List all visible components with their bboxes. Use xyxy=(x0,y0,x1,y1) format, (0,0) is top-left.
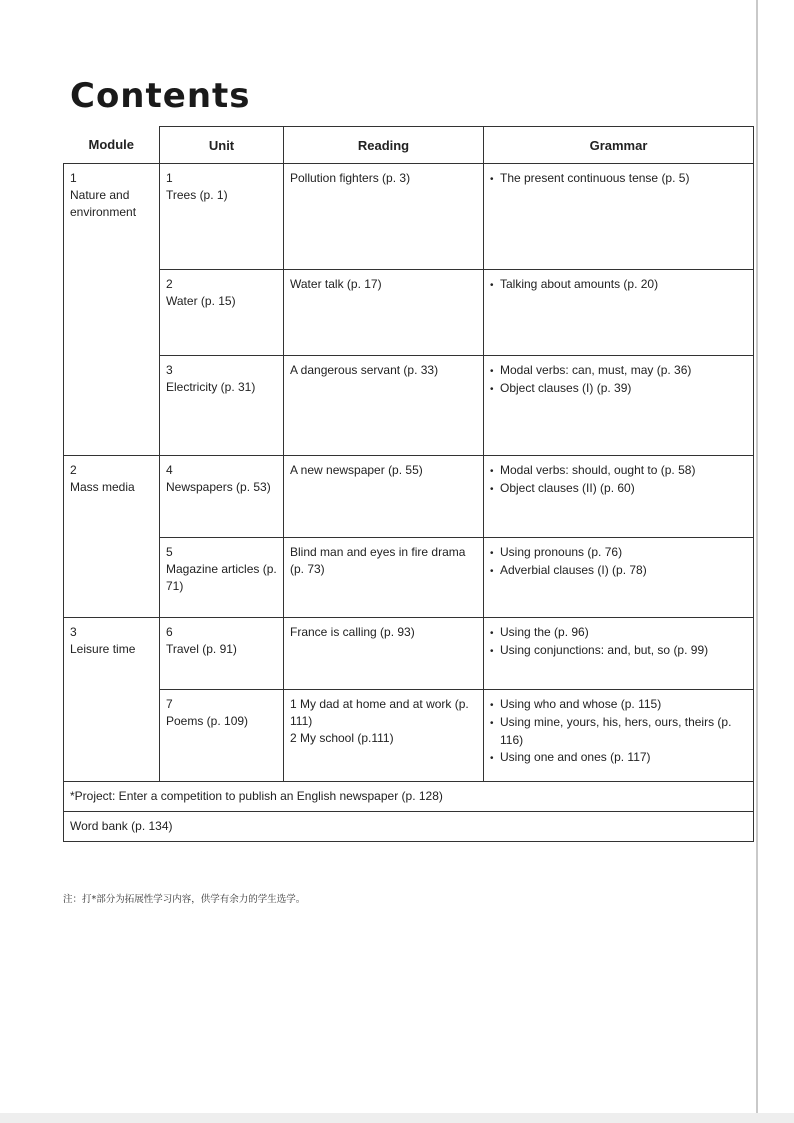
word-bank-row xyxy=(64,812,754,842)
unit-number: 4 xyxy=(166,463,173,477)
grammar-item: • Using one and ones (p. 117) xyxy=(490,749,747,767)
unit-number: 6 xyxy=(166,625,173,639)
contents-table xyxy=(63,126,754,842)
project-row xyxy=(64,782,754,812)
table-row xyxy=(64,618,754,690)
grammar-item: • The present continuous tense (p. 5) xyxy=(490,170,747,188)
header-unit: Unit xyxy=(160,127,284,164)
table-row xyxy=(64,538,754,618)
reading-cell: Water talk (p. 17) xyxy=(284,270,484,356)
unit-cell xyxy=(160,690,284,782)
unit-number: 7 xyxy=(166,697,173,711)
grammar-item: • Object clauses (II) (p. 60) xyxy=(490,480,747,498)
word-bank-text: Word bank (p. 134) xyxy=(64,812,754,842)
table-row xyxy=(64,356,754,456)
unit-cell xyxy=(160,356,284,456)
grammar-cell xyxy=(484,538,754,618)
grammar-item: • Object clauses (I) (p. 39) xyxy=(490,380,747,398)
grammar-item: • Using the (p. 96) xyxy=(490,624,747,642)
header-row xyxy=(64,127,754,164)
module-name: Mass media xyxy=(70,480,135,494)
grammar-cell xyxy=(484,618,754,690)
unit-cell xyxy=(160,538,284,618)
reading-cell: Pollution fighters (p. 3) xyxy=(284,164,484,270)
table-row xyxy=(64,270,754,356)
unit-name: Trees (p. 1) xyxy=(166,188,228,202)
unit-cell xyxy=(160,164,284,270)
table-row xyxy=(64,164,754,270)
grammar-cell xyxy=(484,356,754,456)
grammar-item: • Talking about amounts (p. 20) xyxy=(490,276,747,294)
reading-cell: A dangerous servant (p. 33) xyxy=(284,356,484,456)
reading-line: 2 My school (p.111) xyxy=(290,731,394,745)
reading-line: 1 My dad at home and at work (p. 111) xyxy=(290,697,469,728)
grammar-cell xyxy=(484,164,754,270)
unit-number: 1 xyxy=(166,171,173,185)
reading-cell: A new newspaper (p. 55) xyxy=(284,456,484,538)
page-edge-bottom xyxy=(0,1113,794,1123)
unit-cell xyxy=(160,456,284,538)
unit-name: Water (p. 15) xyxy=(166,294,236,308)
unit-number: 3 xyxy=(166,363,173,377)
unit-name: Electricity (p. 31) xyxy=(166,380,256,394)
grammar-cell xyxy=(484,270,754,356)
grammar-item: • Modal verbs: should, ought to (p. 58) xyxy=(490,462,747,480)
grammar-item: • Using mine, yours, his, hers, ours, theirs (p. 116) xyxy=(490,714,747,749)
table-row xyxy=(64,456,754,538)
page-edge-right xyxy=(756,0,758,1123)
table-row xyxy=(64,690,754,782)
reading-cell xyxy=(284,690,484,782)
grammar-cell xyxy=(484,456,754,538)
grammar-item: • Using pronouns (p. 76) xyxy=(490,544,747,562)
header-grammar: Grammar xyxy=(484,127,754,164)
unit-cell xyxy=(160,270,284,356)
project-text: *Project: Enter a competition to publish an English newspaper (p. 128) xyxy=(64,782,754,812)
unit-name: Newspapers (p. 53) xyxy=(166,480,271,494)
module-number: 3 xyxy=(70,625,77,639)
page-title: Contents xyxy=(70,76,251,116)
grammar-item: • Using conjunctions: and, but, so (p. 99) xyxy=(490,642,747,660)
reading-cell: Blind man and eyes in fire drama (p. 73) xyxy=(284,538,484,618)
header-module: Module xyxy=(64,127,160,164)
unit-number: 2 xyxy=(166,277,173,291)
module-number: 2 xyxy=(70,463,77,477)
unit-name: Travel (p. 91) xyxy=(166,642,237,656)
unit-name: Poems (p. 109) xyxy=(166,714,249,728)
reading-cell: France is calling (p. 93) xyxy=(284,618,484,690)
module-name: Nature and environment xyxy=(70,188,137,219)
grammar-item: • Adverbial clauses (I) (p. 78) xyxy=(490,562,747,580)
grammar-item: • Using who and whose (p. 115) xyxy=(490,696,747,714)
grammar-cell xyxy=(484,690,754,782)
module-cell xyxy=(64,456,160,618)
module-cell xyxy=(64,618,160,782)
module-cell xyxy=(64,164,160,456)
footnote: 注：打*部分为拓展性学习内容，供学有余力的学生选学。 xyxy=(63,894,306,905)
grammar-item: • Modal verbs: can, must, may (p. 36) xyxy=(490,362,747,380)
unit-name: Magazine articles (p. 71) xyxy=(166,562,277,593)
unit-cell xyxy=(160,618,284,690)
unit-number: 5 xyxy=(166,545,173,559)
module-number: 1 xyxy=(70,171,77,185)
header-reading: Reading xyxy=(284,127,484,164)
module-name: Leisure time xyxy=(70,642,136,656)
